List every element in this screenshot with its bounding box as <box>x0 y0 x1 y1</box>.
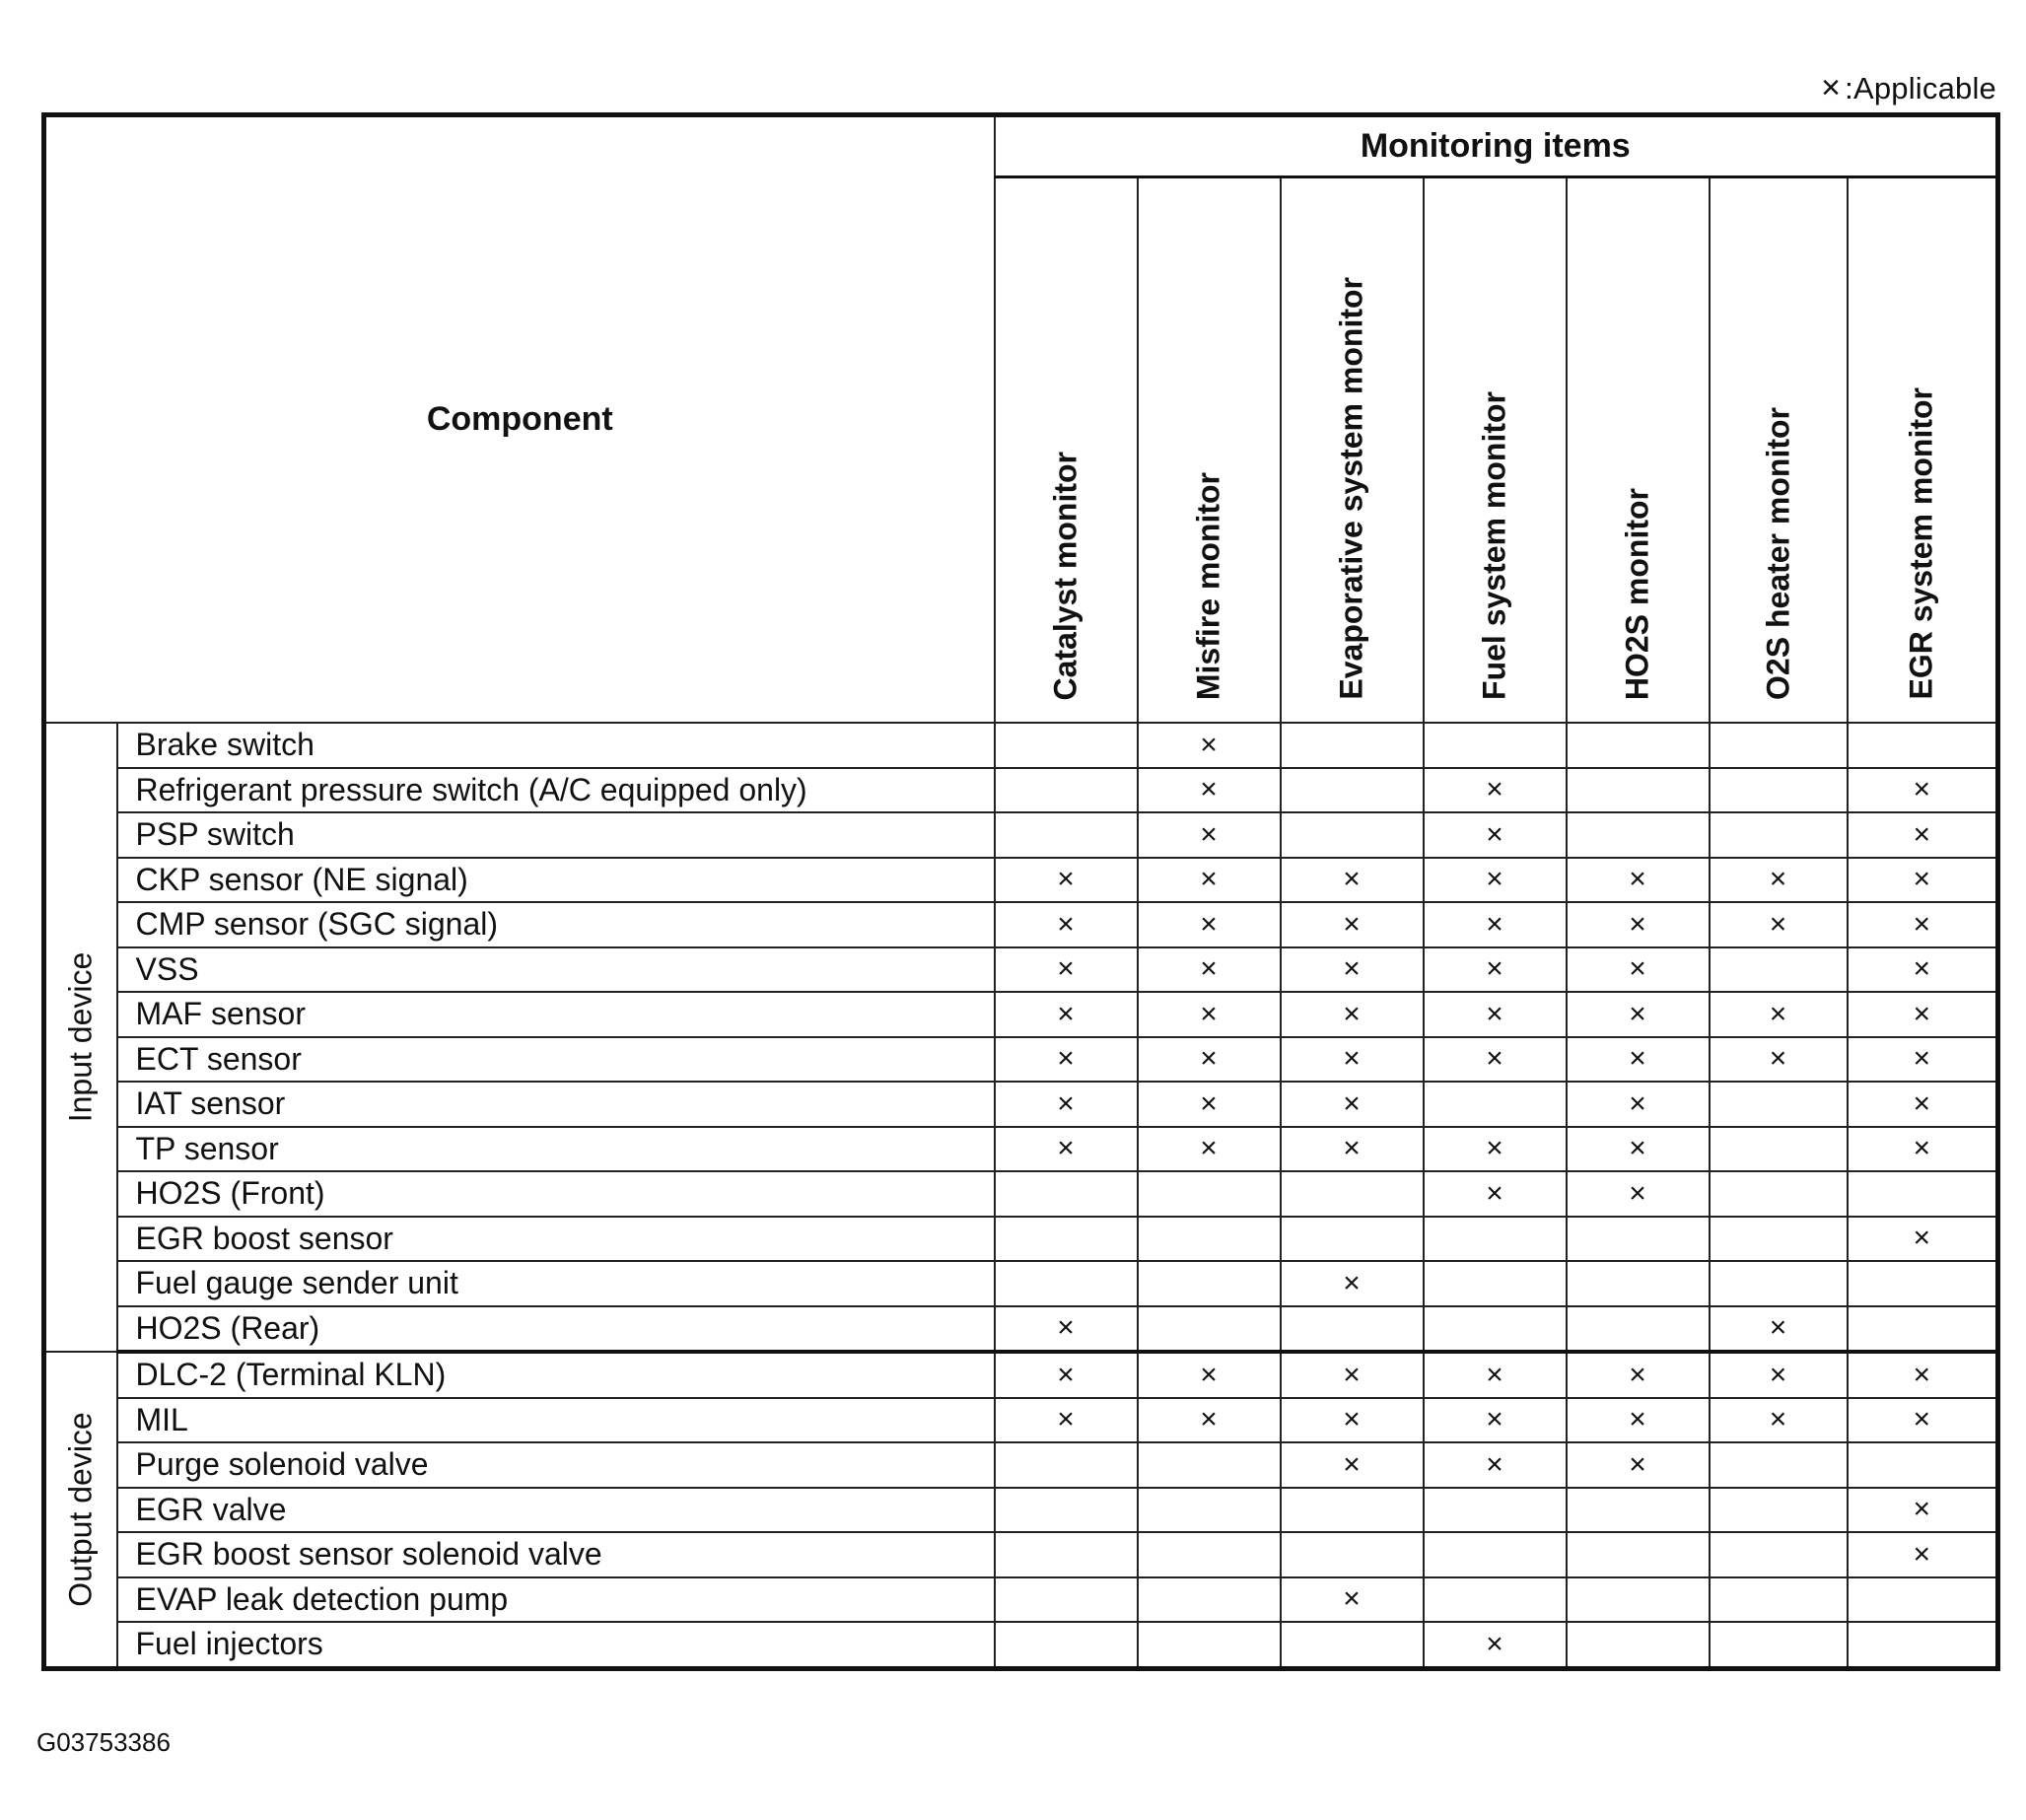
applicable-mark: × <box>1424 1442 1567 1488</box>
component-name: IAT sensor <box>117 1082 995 1127</box>
empty-cell <box>1424 1488 1567 1533</box>
component-name: Refrigerant pressure switch (A/C equipped only) <box>117 768 995 813</box>
empty-cell <box>1424 1577 1567 1623</box>
applicable-mark: × <box>1281 858 1424 903</box>
monitor-header-label: Catalyst monitor <box>1047 451 1083 700</box>
empty-cell <box>1848 1171 1998 1217</box>
applicable-mark: × <box>1567 1082 1710 1127</box>
empty-cell <box>995 1171 1138 1217</box>
empty-cell <box>1138 1217 1281 1262</box>
output-device-group <box>44 1352 117 1668</box>
applicable-mark: × <box>1138 992 1281 1037</box>
empty-cell <box>1710 1127 1848 1172</box>
empty-cell <box>1281 1171 1424 1217</box>
empty-cell <box>1710 1082 1848 1127</box>
empty-cell <box>1281 1217 1424 1262</box>
component-name: MIL <box>117 1398 995 1443</box>
applicable-mark: × <box>1281 1082 1424 1127</box>
applicable-mark: × <box>1138 947 1281 993</box>
empty-cell <box>1567 812 1710 858</box>
monitoring-table <box>41 112 2000 1671</box>
component-name: EGR valve <box>117 1488 995 1533</box>
applicable-mark: × <box>1424 947 1567 993</box>
table-row <box>44 768 1998 813</box>
empty-cell <box>1567 1217 1710 1262</box>
applicable-mark: × <box>1710 1306 1848 1353</box>
empty-cell <box>1138 1577 1281 1623</box>
applicable-mark: × <box>1138 812 1281 858</box>
monitor-header-label: HO2S monitor <box>1619 487 1655 700</box>
applicable-mark: × <box>1567 1352 1710 1398</box>
applicable-mark: × <box>1281 1442 1424 1488</box>
empty-cell <box>995 1217 1138 1262</box>
applicable-mark: × <box>1848 947 1998 993</box>
empty-cell <box>995 1532 1138 1577</box>
applicable-mark: × <box>995 1306 1138 1353</box>
empty-cell <box>1567 1622 1710 1668</box>
table-row <box>44 1532 1998 1577</box>
applicable-mark: × <box>1710 858 1848 903</box>
applicable-mark: × <box>1281 1398 1424 1443</box>
applicable-mark: × <box>1424 858 1567 903</box>
applicable-mark: × <box>1138 858 1281 903</box>
empty-cell <box>995 812 1138 858</box>
empty-cell <box>1424 1306 1567 1353</box>
component-name: EGR boost sensor <box>117 1217 995 1262</box>
component-name: DLC-2 (Terminal KLN) <box>117 1352 995 1398</box>
monitor-header <box>1567 177 1710 724</box>
applicable-mark: × <box>1281 992 1424 1037</box>
empty-cell <box>1848 1442 1998 1488</box>
empty-cell <box>995 1622 1138 1668</box>
empty-cell <box>1710 768 1848 813</box>
applicable-mark: × <box>1424 1171 1567 1217</box>
monitor-header-label: O2S heater monitor <box>1760 407 1796 700</box>
table-row <box>44 1037 1998 1083</box>
table-row <box>44 1127 1998 1172</box>
applicable-mark: × <box>1281 947 1424 993</box>
table-row <box>44 1398 1998 1443</box>
applicable-mark: × <box>1424 992 1567 1037</box>
component-name: Fuel injectors <box>117 1622 995 1668</box>
table-row <box>44 1306 1998 1353</box>
applicable-mark: × <box>1567 902 1710 947</box>
table-row <box>44 1082 1998 1127</box>
applicable-mark: × <box>1281 1261 1424 1306</box>
applicable-mark: × <box>1710 1037 1848 1083</box>
applicable-mark: × <box>1848 858 1998 903</box>
empty-cell <box>1710 1442 1848 1488</box>
empty-cell <box>1710 723 1848 768</box>
applicable-mark: × <box>1424 902 1567 947</box>
component-name: VSS <box>117 947 995 993</box>
applicable-mark: × <box>1138 1127 1281 1172</box>
applicable-mark: × <box>1138 902 1281 947</box>
applicable-mark: × <box>1848 1082 1998 1127</box>
empty-cell <box>1710 1488 1848 1533</box>
applicable-mark: × <box>1424 1352 1567 1398</box>
table-row <box>44 858 1998 903</box>
empty-cell <box>995 1442 1138 1488</box>
monitor-header <box>1138 177 1281 724</box>
component-name: CMP sensor (SGC signal) <box>117 902 995 947</box>
empty-cell <box>1567 1306 1710 1353</box>
empty-cell <box>995 1261 1138 1306</box>
table-row <box>44 1622 1998 1668</box>
component-name: Fuel gauge sender unit <box>117 1261 995 1306</box>
empty-cell <box>1138 1622 1281 1668</box>
monitor-header <box>1424 177 1567 724</box>
table-body <box>44 723 1998 1668</box>
applicable-mark: × <box>995 992 1138 1037</box>
applicable-mark: × <box>1567 1171 1710 1217</box>
applicable-mark: × <box>1710 1352 1848 1398</box>
empty-cell <box>1848 723 1998 768</box>
applicable-mark-icon: × <box>1821 69 1842 106</box>
group-label: Input device <box>62 951 99 1123</box>
empty-cell <box>1281 1532 1424 1577</box>
monitoring-table-container <box>41 112 1995 1671</box>
table-row <box>44 1352 1998 1398</box>
applicable-mark: × <box>1567 1398 1710 1443</box>
monitor-header-label: Fuel system monitor <box>1476 391 1512 700</box>
applicable-mark: × <box>1567 1037 1710 1083</box>
monitor-header <box>1848 177 1998 724</box>
empty-cell <box>1710 1577 1848 1623</box>
applicable-mark: × <box>1848 1217 1998 1262</box>
applicable-mark: × <box>1281 1127 1424 1172</box>
applicable-mark: × <box>1281 1352 1424 1398</box>
applicable-mark: × <box>1848 1352 1998 1398</box>
empty-cell <box>1567 1488 1710 1533</box>
applicable-mark: × <box>1567 1442 1710 1488</box>
empty-cell <box>1567 1532 1710 1577</box>
applicable-mark: × <box>1281 902 1424 947</box>
empty-cell <box>1424 1082 1567 1127</box>
empty-cell <box>1281 768 1424 813</box>
applicable-mark: × <box>1424 1127 1567 1172</box>
component-name: TP sensor <box>117 1127 995 1172</box>
component-name: PSP switch <box>117 812 995 858</box>
component-name: ECT sensor <box>117 1037 995 1083</box>
legend <box>1821 69 1996 107</box>
empty-cell <box>1424 1217 1567 1262</box>
figure-id: G03753386 <box>36 1727 171 1757</box>
applicable-mark: × <box>1138 1398 1281 1443</box>
empty-cell <box>1281 1622 1424 1668</box>
applicable-mark: × <box>1848 1488 1998 1533</box>
monitor-header <box>1281 177 1424 724</box>
empty-cell <box>1281 1488 1424 1533</box>
empty-cell <box>1710 1622 1848 1668</box>
applicable-mark: × <box>1138 1082 1281 1127</box>
applicable-mark: × <box>1710 1398 1848 1443</box>
applicable-mark: × <box>1424 1622 1567 1668</box>
applicable-mark: × <box>1710 992 1848 1037</box>
applicable-mark: × <box>995 858 1138 903</box>
table-row <box>44 1488 1998 1533</box>
applicable-mark: × <box>1138 1037 1281 1083</box>
monitor-header <box>995 177 1138 724</box>
empty-cell <box>1710 1171 1848 1217</box>
applicable-mark: × <box>1424 768 1567 813</box>
table-row <box>44 992 1998 1037</box>
component-name: HO2S (Front) <box>117 1171 995 1217</box>
applicable-mark: × <box>995 1398 1138 1443</box>
component-name: MAF sensor <box>117 992 995 1037</box>
empty-cell <box>1567 1261 1710 1306</box>
monitor-header-label: EGR system monitor <box>1903 387 1939 700</box>
applicable-mark: × <box>1567 947 1710 993</box>
empty-cell <box>1848 1261 1998 1306</box>
applicable-mark: × <box>1138 768 1281 813</box>
applicable-mark: × <box>1567 992 1710 1037</box>
table-row <box>44 947 1998 993</box>
applicable-mark: × <box>1848 768 1998 813</box>
table-row <box>44 723 1998 768</box>
empty-cell <box>1138 1532 1281 1577</box>
monitor-header-label: Evaporative system monitor <box>1333 277 1369 700</box>
applicable-mark: × <box>1424 1037 1567 1083</box>
legend-text: :Applicable <box>1845 71 1996 105</box>
table-row <box>44 812 1998 858</box>
empty-cell <box>1710 947 1848 993</box>
component-name: Purge solenoid valve <box>117 1442 995 1488</box>
empty-cell <box>1138 1488 1281 1533</box>
empty-cell <box>1281 1306 1424 1353</box>
empty-cell <box>995 768 1138 813</box>
empty-cell <box>1710 1532 1848 1577</box>
applicable-mark: × <box>1848 992 1998 1037</box>
table-row <box>44 902 1998 947</box>
applicable-mark: × <box>1138 723 1281 768</box>
monitor-header <box>1710 177 1848 724</box>
applicable-mark: × <box>1138 1352 1281 1398</box>
table-row <box>44 1171 1998 1217</box>
empty-cell <box>1138 1306 1281 1353</box>
monitor-header-label: Misfire monitor <box>1190 471 1226 700</box>
empty-cell <box>1848 1306 1998 1353</box>
empty-cell <box>1567 723 1710 768</box>
applicable-mark: × <box>1848 1398 1998 1443</box>
component-name: EGR boost sensor solenoid valve <box>117 1532 995 1577</box>
empty-cell <box>1281 723 1424 768</box>
applicable-mark: × <box>1848 1127 1998 1172</box>
empty-cell <box>1710 1261 1848 1306</box>
empty-cell <box>1710 812 1848 858</box>
empty-cell <box>1567 768 1710 813</box>
applicable-mark: × <box>995 1082 1138 1127</box>
monitoring-items-header: Monitoring items <box>995 115 1998 177</box>
component-name: HO2S (Rear) <box>117 1306 995 1353</box>
empty-cell <box>1848 1577 1998 1623</box>
component-name: EVAP leak detection pump <box>117 1577 995 1623</box>
empty-cell <box>1424 1261 1567 1306</box>
empty-cell <box>1710 1217 1848 1262</box>
empty-cell <box>1848 1622 1998 1668</box>
applicable-mark: × <box>995 1037 1138 1083</box>
applicable-mark: × <box>1281 1577 1424 1623</box>
empty-cell <box>1424 723 1567 768</box>
empty-cell <box>1138 1261 1281 1306</box>
applicable-mark: × <box>995 902 1138 947</box>
applicable-mark: × <box>1424 1398 1567 1443</box>
input-device-group <box>44 723 117 1352</box>
applicable-mark: × <box>1710 902 1848 947</box>
component-name: CKP sensor (NE signal) <box>117 858 995 903</box>
applicable-mark: × <box>995 1352 1138 1398</box>
empty-cell <box>995 1488 1138 1533</box>
empty-cell <box>1567 1577 1710 1623</box>
empty-cell <box>1138 1442 1281 1488</box>
applicable-mark: × <box>1567 858 1710 903</box>
table-row <box>44 1261 1998 1306</box>
table-row <box>44 1217 1998 1262</box>
component-header: Component <box>44 115 995 724</box>
applicable-mark: × <box>1281 1037 1424 1083</box>
table-row <box>44 1442 1998 1488</box>
empty-cell <box>1281 812 1424 858</box>
applicable-mark: × <box>1848 812 1998 858</box>
applicable-mark: × <box>1848 1532 1998 1577</box>
component-name: Brake switch <box>117 723 995 768</box>
empty-cell <box>995 723 1138 768</box>
applicable-mark: × <box>995 1127 1138 1172</box>
group-label: Output device <box>62 1412 99 1607</box>
empty-cell <box>1424 1532 1567 1577</box>
applicable-mark: × <box>1848 902 1998 947</box>
applicable-mark: × <box>1567 1127 1710 1172</box>
applicable-mark: × <box>995 947 1138 993</box>
empty-cell <box>995 1577 1138 1623</box>
table-row <box>44 1577 1998 1623</box>
empty-cell <box>1138 1171 1281 1217</box>
applicable-mark: × <box>1848 1037 1998 1083</box>
applicable-mark: × <box>1424 812 1567 858</box>
